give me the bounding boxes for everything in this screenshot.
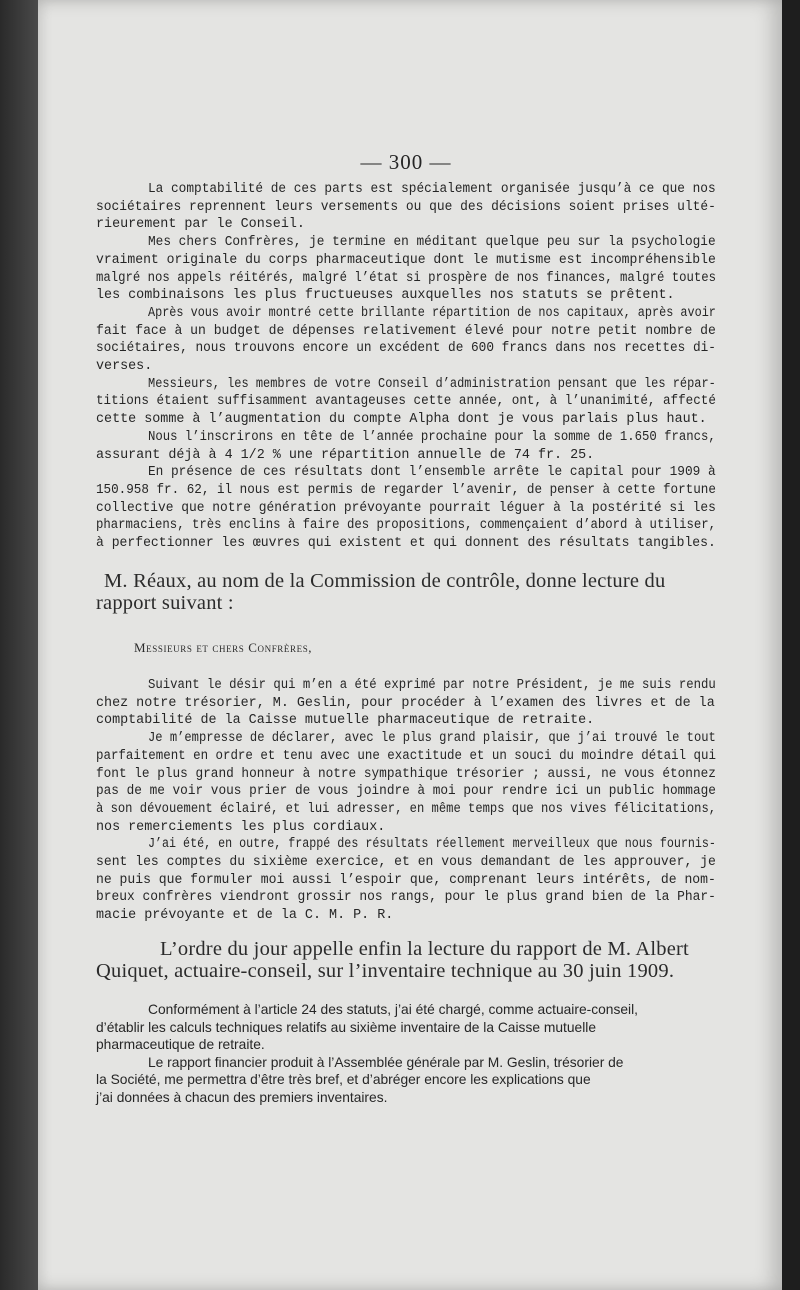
text-line: les combinaisons les plus fructueuses auxquelles nos statuts se prêtent. (96, 288, 675, 304)
salutation: Messieurs et chers Confrères, (134, 640, 313, 655)
text-line: verses. (96, 359, 153, 375)
text-line: J’ai été, en outre, frappé des résultats réellement merveilleux que nous fournis- (148, 837, 716, 853)
text-line: Conformément à l’article 24 des statuts, j’ai été chargé, comme actuaire-conseil, (148, 1002, 639, 1017)
text-line: 150.958 fr. 62, il nous est permis de regarder l’avenir, de penser à cette fortune (96, 482, 716, 498)
text-line: macie prévoyante et de la C. M. P. R. (96, 908, 394, 924)
text-line: La comptabilité de ces parts est spécialement organisée jusqu’à ce que nos (148, 182, 716, 197)
paragraph (96, 1001, 716, 1054)
scan-right-edge (782, 0, 800, 1290)
text-line: j’ai données à chacun des premiers inventaires. (96, 1089, 388, 1105)
paragraph (96, 376, 716, 429)
text-line: pas de me voir vous prier de vous joindre à moi pour rendre ici un public hommage (96, 784, 716, 800)
text-line: cette somme à l’augmentation du compte Alpha dont je vous parlais plus haut. (96, 412, 707, 428)
paragraph (96, 836, 716, 925)
text-line: comptabilité de la Caisse mutuelle pharmaceutique de retraite. (96, 713, 595, 729)
report-section-treasurer (96, 181, 716, 553)
section-heading (96, 938, 716, 982)
text-line: malgré nos appels réitérés, malgré l’état si prospère de nos finances, malgré toutes (96, 270, 716, 286)
text-line: la Société, me permettra d’être très bref, et d’abréger encore les explications que (96, 1072, 591, 1088)
text-line: Suivant le désir qui m’en a été exprimé par notre Président, je me suis rendu (148, 678, 716, 693)
text-line: assurant déjà à 4 1/2 % une répartition annuelle de 74 fr. 25. (96, 447, 595, 463)
heading-agenda (96, 938, 716, 982)
page-number: — 300 — (360, 150, 452, 174)
text-line: titions étaient suffisamment avantageuses cette année, ont, à l’unanimité, affecté (96, 394, 716, 410)
text-line: pharmaceutique de retraite. (96, 1037, 265, 1053)
text-line: pharmaciens, très enclins à faire des propositions, commençaient d’abord à utiliser, (96, 518, 716, 534)
text-line: d’établir les calculs techniques relatifs au sixième inventaire de la Caisse mutuelle (96, 1019, 597, 1035)
text-line: nos remerciements les plus cordiaux. (96, 819, 386, 835)
text-line: Messieurs, les membres de votre Conseil d’administration pensant que les répar- (148, 376, 716, 392)
text-line: chez notre trésorier, M. Geslin, pour procéder à l’examen des livres et de la (96, 695, 715, 711)
text-line: font le plus grand honneur à notre sympathique trésorier ; aussi, ne vous étonnez (96, 766, 716, 782)
text-line: vraiment originale du corps pharmaceutique dont le mutisme est incompréhensible (96, 252, 716, 268)
heading-line: Quiquet, actuaire-conseil, sur l’inventaire technique au 30 juin 1909. (96, 960, 675, 982)
text-line: rieurement par le Conseil. (96, 217, 305, 233)
heading-commission (96, 570, 716, 614)
text-line: fait face à un budget de dépenses relativement élevé pour notre petit nombre de (96, 323, 716, 339)
scan-left-margin (0, 0, 38, 1290)
text-line: Je m’empresse de déclarer, avec le plus grand plaisir, que j’ai trouvé le tout (148, 731, 716, 747)
text-line: Après vous avoir montré cette brillante répartition de nos capitaux, après avoir (148, 305, 716, 321)
heading-line: rapport suivant : (96, 592, 234, 614)
text-line: sociétaires reprennent leurs versements ou que des décisions soient prises ulté- (96, 199, 716, 215)
text-line: Mes chers Confrères, je termine en méditant quelque peu sur la psychologie (148, 235, 716, 251)
text-line: sociétaires, nous trouvons encore un excédent de 600 francs dans nos recettes di- (96, 341, 716, 357)
text-line: En présence de ces résultats dont l’ensemble arrête le capital pour 1909 à (148, 465, 716, 481)
text-line: Le rapport financier produit à l’Assemblée générale par M. Geslin, trésorier de (148, 1054, 624, 1070)
text-line: Nous l’inscrirons en tête de l’année prochaine pour la somme de 1.650 francs, (148, 429, 716, 445)
paragraph (96, 429, 716, 464)
salutation-block (134, 640, 754, 656)
paragraph (96, 234, 716, 305)
text-line: à perfectionner les œuvres qui existent et qui donnent des résultats tangibles. (96, 536, 716, 552)
heading-line: M. Réaux, au nom de la Commission de contrôle, donne lecture du (104, 570, 666, 592)
text-line: sent les comptes du sixième exercice, et en vous demandant de les approuver, je (96, 855, 716, 871)
paragraph (96, 181, 716, 234)
heading-line: L’ordre du jour appelle enfin la lecture du rapport de M. Albert (160, 938, 689, 960)
paragraph (96, 305, 716, 376)
text-line: parfaitement en ordre et tenu avec une exactitude et un souci du moindre détail qui (96, 748, 716, 764)
text-line: collective que notre génération prévoyante pourrait léguer à la postérité si les (96, 500, 716, 516)
section-heading (96, 570, 716, 614)
report-section-commission (96, 677, 716, 925)
paragraph (96, 677, 716, 730)
text-line: à son dévouement éclairé, et lui adresser, en même temps que nos vives félicitations, (96, 801, 717, 817)
paragraph (96, 730, 716, 836)
text-line: breux confrères viendront grossir nos rangs, pour le plus grand bien de la Phar- (96, 890, 716, 906)
text-line: ne puis que formuler moi aussi l’espoir que, comprenant leurs intérêts, de nom- (96, 872, 716, 888)
report-section-actuary (96, 1001, 716, 1107)
paragraph (96, 1054, 716, 1107)
paragraph (96, 464, 716, 553)
